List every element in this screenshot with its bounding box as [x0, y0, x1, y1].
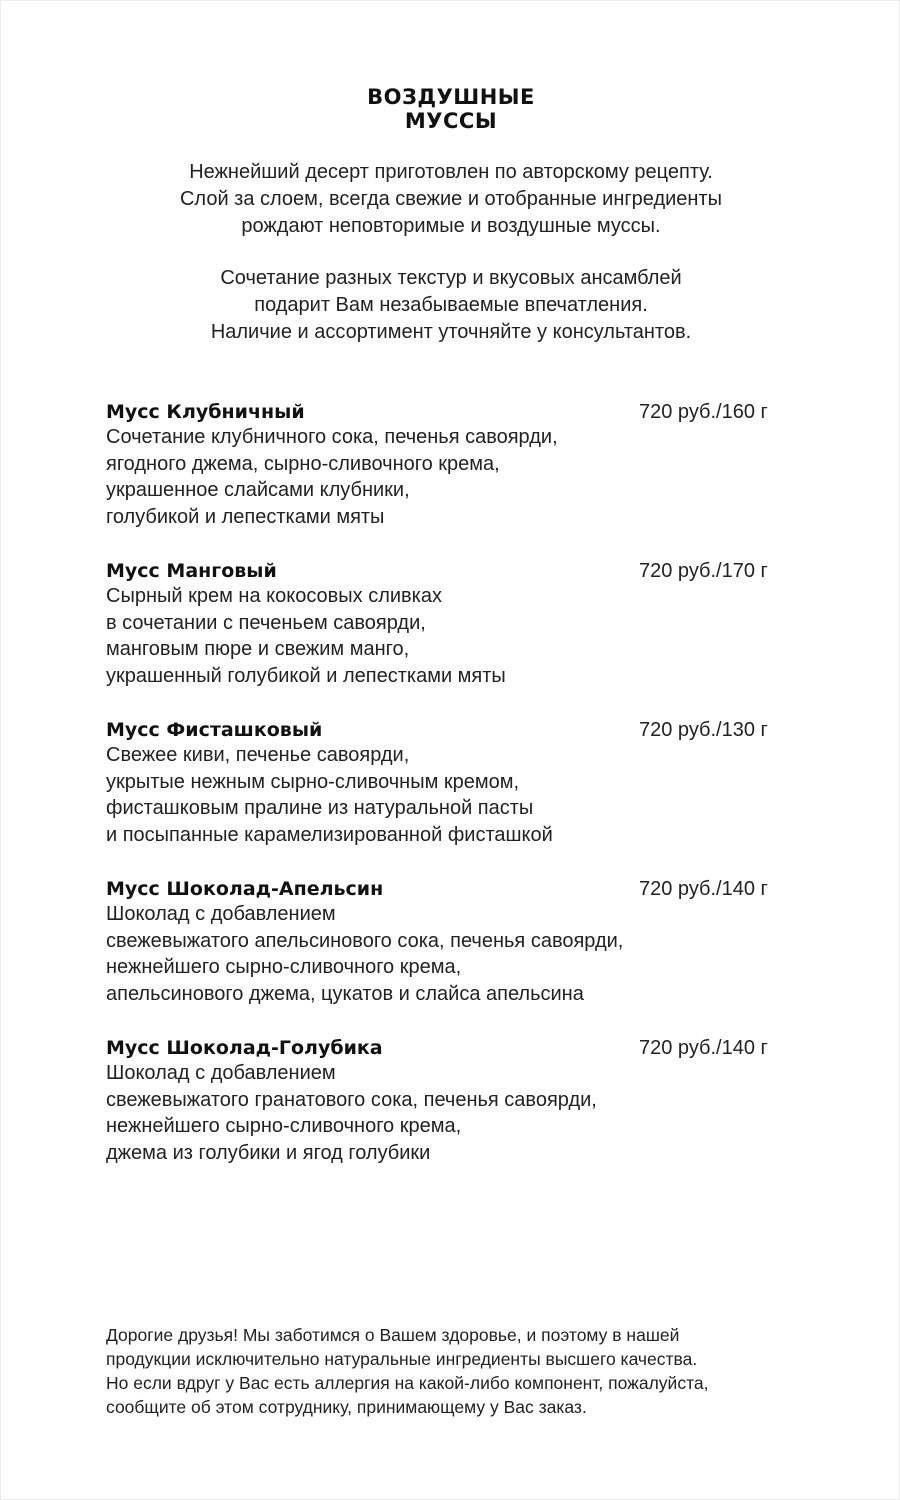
description-line: ягодного джема, сырно-сливочного крема, [106, 452, 500, 475]
notice-line: Но если вдруг у Вас есть аллергия на какой-либо компонент, пожалуйста, [106, 1373, 709, 1393]
description-line: украшенное слайсами клубники, [106, 479, 410, 501]
item-description [106, 742, 553, 848]
description-line: в сочетании с печеньем савоярди, [106, 611, 426, 634]
item-price: 720 руб./130 г [639, 719, 768, 741]
description-line: джема из голубики и ягод голубики [106, 1141, 431, 1164]
item-price: 720 руб./170 г [639, 560, 768, 582]
allergy-notice [106, 1323, 709, 1419]
page-title [1, 85, 900, 133]
description-line: свежевыжатого гранатового сока, печенья савоярди, [106, 1088, 597, 1111]
description-line: голубикой и лепестками мяты [106, 505, 385, 528]
intro-paragraph-2 [1, 265, 900, 346]
intro-line: рождают неповторимые и воздушные муссы. [241, 215, 661, 237]
description-line: апельсинового джема, цукатов и слайса апельсина [106, 982, 584, 1005]
description-line: нежнейшего сырно-сливочного крема, [106, 956, 462, 978]
notice-line: продукции исключительно натуральные ингредиенты высшего качества. [106, 1349, 698, 1369]
item-name: Мусс Манговый [106, 560, 277, 582]
intro-line: подарит Вам незабываемые впечатления. [254, 294, 648, 316]
description-line: и посыпанные карамелизированной фисташкой [106, 823, 553, 846]
description-line: Шоколад с добавлением [106, 903, 336, 925]
description-line: свежевыжатого апельсинового сока, печенья савоярди, [106, 929, 624, 952]
item-description [106, 1060, 597, 1166]
page-title-line-2: МУССЫ [404, 109, 498, 133]
item-price: 720 руб./160 г [639, 401, 768, 423]
item-description [106, 424, 558, 530]
intro-paragraph-1 [1, 159, 900, 240]
item-name: Мусс Фисташковый [106, 719, 323, 741]
item-description [106, 901, 623, 1007]
description-line: укрытые нежным сырно-сливочным кремом, [106, 770, 520, 793]
description-line: Сырный крем на кокосовых сливках [106, 585, 442, 607]
item-description [106, 583, 506, 689]
intro-line: Нежнейший десерт приготовлен по авторскому рецепту. [189, 161, 713, 183]
notice-line: сообщите об этом сотруднику, принимающему у Вас заказ. [106, 1397, 587, 1417]
description-line: Сочетание клубничного сока, печенья савоярди, [106, 426, 558, 448]
description-line: нежнейшего сырно-сливочного крема, [106, 1115, 462, 1137]
notice-line: Дорогие друзья! Мы заботимся о Вашем здоровье, и поэтому в нашей [106, 1325, 680, 1345]
description-line: Шоколад с добавлением [106, 1062, 336, 1084]
item-price: 720 руб./140 г [639, 878, 768, 900]
item-name: Мусс Клубничный [106, 401, 305, 423]
item-price: 720 руб./140 г [639, 1037, 768, 1059]
description-line: украшенный голубикой и лепестками мяты [106, 664, 506, 687]
item-name: Мусс Шоколад-Голубика [106, 1037, 383, 1059]
intro-line: Наличие и ассортимент уточняйте у консультантов. [210, 321, 692, 343]
description-line: фисташковым пралине из натуральной пасты [106, 797, 534, 819]
description-line: манговым пюре и свежим манго, [106, 638, 410, 660]
intro-line: Слой за слоем, всегда свежие и отобранные ингредиенты [179, 188, 723, 210]
intro-line: Сочетание разных текстур и вкусовых ансамблей [220, 267, 682, 289]
page-title-line-1: ВОЗДУШНЫЕ [367, 85, 535, 109]
description-line: Свежее киви, печенье савоярди, [106, 744, 410, 766]
item-name: Мусс Шоколад-Апельсин [106, 878, 384, 900]
